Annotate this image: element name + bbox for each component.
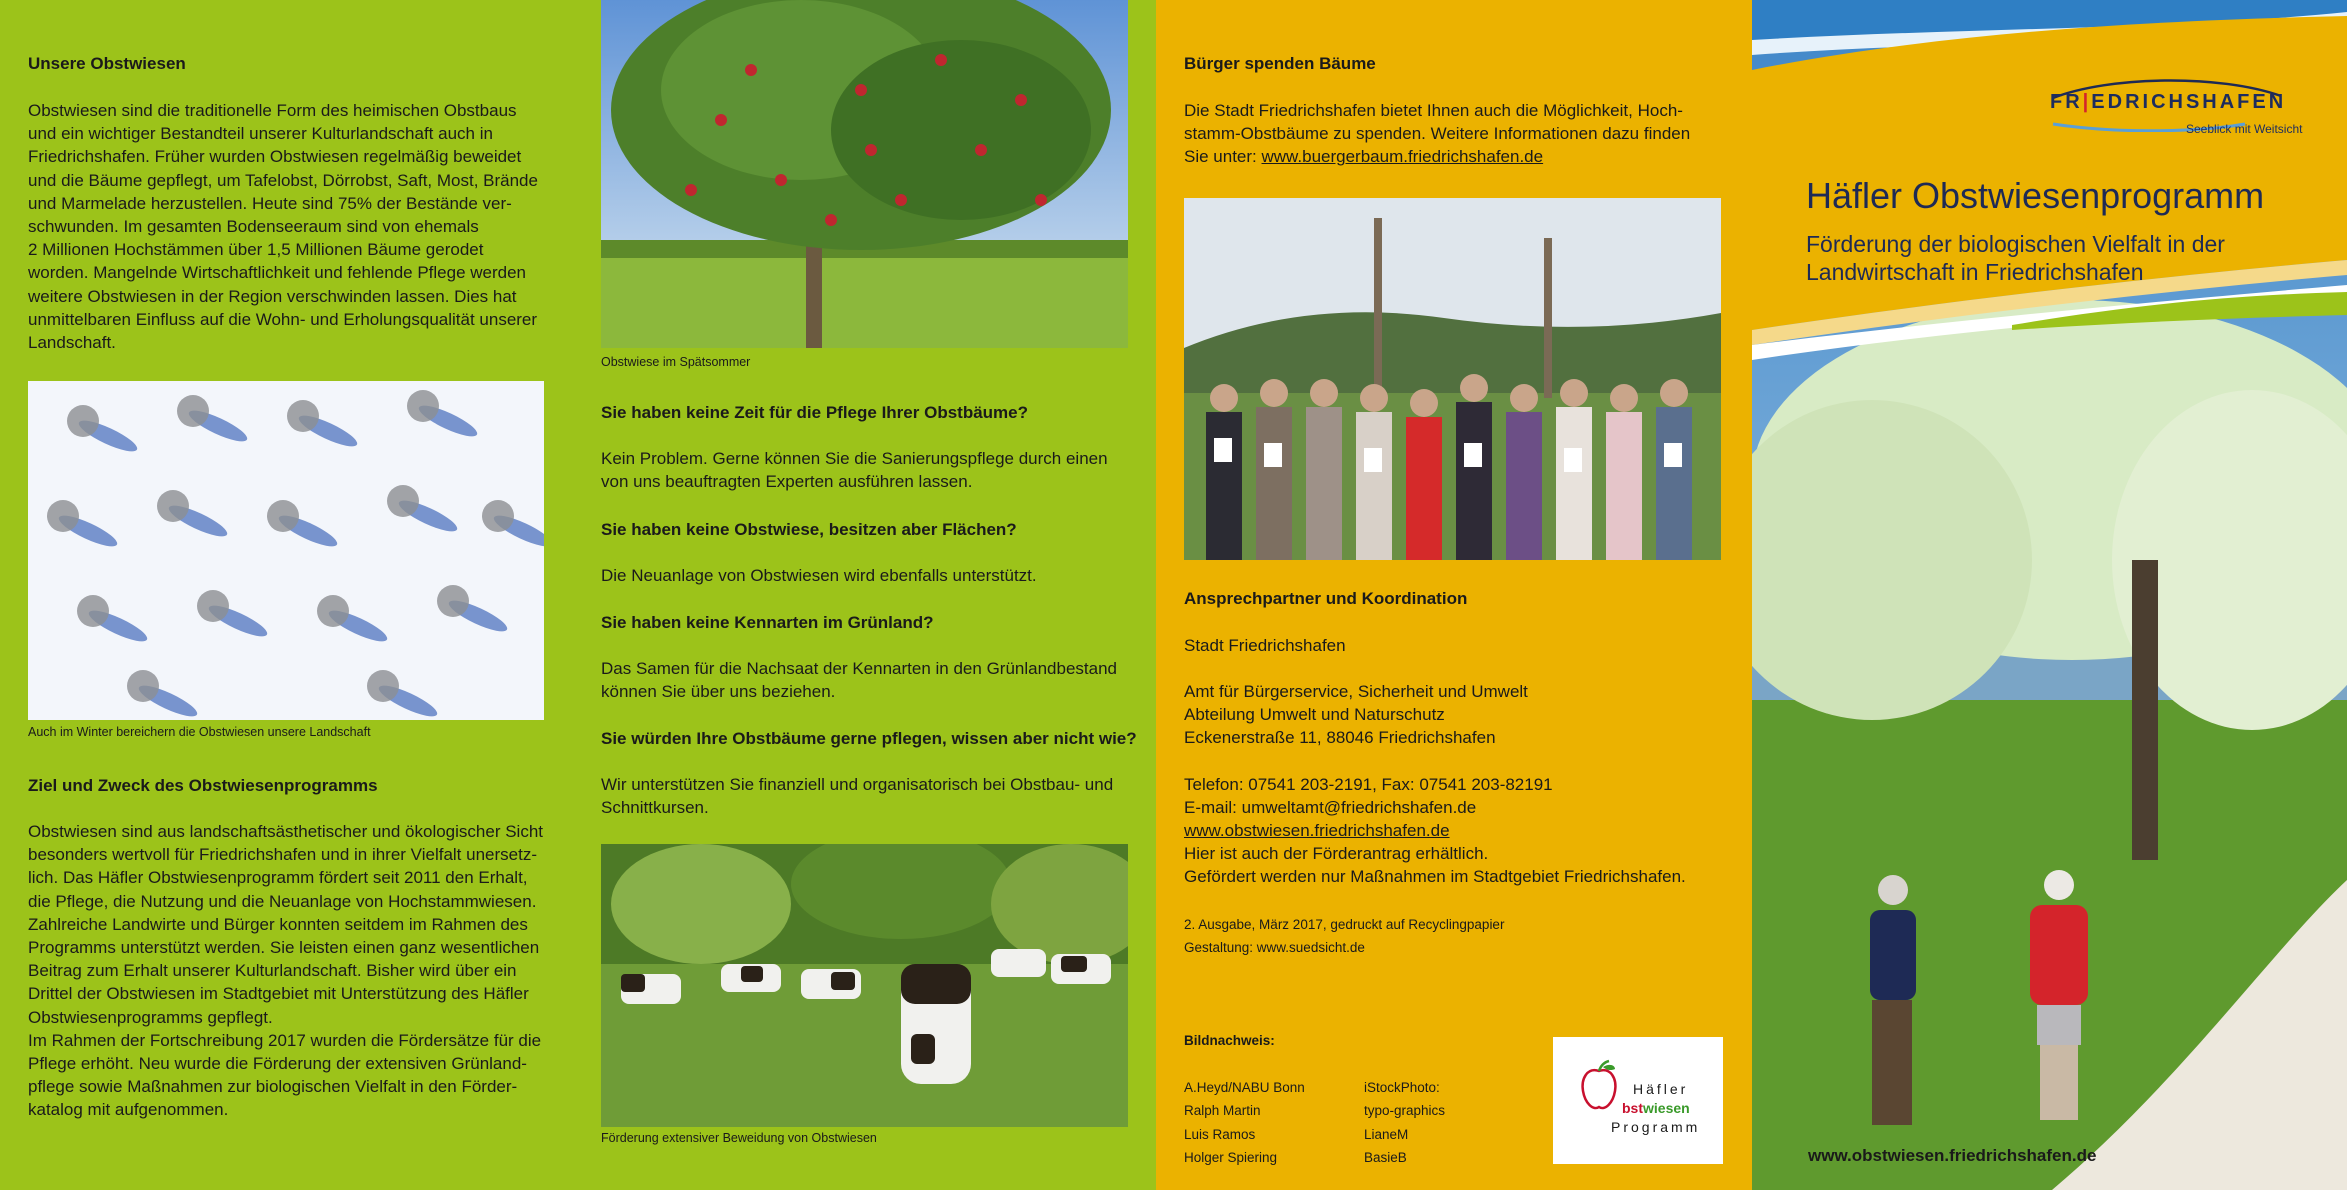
winter-orchard-photo — [28, 381, 544, 720]
panel-titelseite — [1752, 0, 2347, 1190]
city-brand-prefix: FR — [2050, 91, 2083, 113]
caption-cows: Förderung extensiver Beweidung von Obstwiesen — [601, 1131, 877, 1145]
city-tagline: Seeblick mit Weitsicht — [2186, 122, 2303, 136]
heading-buerger-spenden: Bürger spenden Bäume — [1184, 54, 1376, 73]
credits-title: Bildnachweis: — [1184, 1033, 1275, 1048]
paragraph-ziel-und-zweck: Obstwiesen sind aus landschaftsästhetischer und ökologischer Sicht besonders wertvoll für Friedrichshafen und in ihrer Vielfalt unersetz- lich. Das Häfler Obstwiesenprogramm fördert seit 2011 den Erhalt, die Pflege, die Nutzung und die Neuanlage von Hochstammwiesen. Zahlreiche Landwirte und Bürger konnten seitdem im Rahmen des Programms unterstützt werden. Sie leisten einen ganz wesentlichen Beitrag zum Erhalt unserer Kulturlandschaft. Bisher wird über ein Drittel der Obstwiesen im Stadtgebiet mit Unterstützung des Häfler Obstwiesenprogramms gepflegt. Im Rahmen der Fortschreibung 2017 wurden die Fördersätze für die Pflege erhöht. Neu wurde die Förderung der extensiven Grünland- pflege sowie Maßnahmen zur biologischen Vielfalt in den Förder- katalog mit aufgenommen. — [28, 822, 544, 1120]
programm-logo — [1553, 1037, 1723, 1164]
logo-word-programm: Programm — [1611, 1119, 1701, 1135]
heading-ziel-und-zweck: Ziel und Zweck des Obstwiesenprogramms — [28, 776, 378, 795]
caption-winter-photo: Auch im Winter bereichern die Obstwiesen unsere Landschaft — [28, 725, 371, 739]
answer-keine-obstwiese: Die Neuanlage von Obstwiesen wird ebenfalls unterstützt. — [601, 566, 1037, 585]
contact-email[interactable]: E-mail: umweltamt@friedrichshafen.de — [1184, 798, 1477, 817]
edition-info: 2. Ausgabe, März 2017, gedruckt auf Recyclingpapier Gestaltung: www.suedsicht.de — [1184, 917, 1505, 956]
answer-keine-zeit: Kein Problem. Gerne können Sie die Sanierungspflege durch einen von uns beauftragten Experten ausführen lassen. — [601, 449, 1108, 492]
caption-apple-tree: Obstwiese im Spätsommer — [601, 355, 751, 369]
city-brand-suffix: EDRICHSHAFEN — [2091, 91, 2287, 113]
question-pflegen-lernen: Sie würden Ihre Obstbäume gerne pflegen, wissen aber nicht wie? — [601, 729, 1137, 748]
question-keine-kennarten: Sie haben keine Kennarten im Grünland? — [601, 613, 934, 632]
heading-ansprechpartner: Ansprechpartner und Koordination — [1184, 589, 1468, 608]
cover-title: Häfler Obstwiesenprogramm — [1806, 175, 2265, 216]
panel-fragen — [601, 0, 1156, 1190]
paragraph-buerger-spenden-text: Die Stadt Friedrichshafen bietet Ihnen auch die Möglichkeit, Hoch- stamm-Obstbäume zu spenden. Weitere Informationen dazu finden Sie unter: — [1184, 101, 1691, 167]
answer-keine-kennarten: Das Samen für die Nachsaat der Kennarten in den Grünlandbestand können Sie über uns beziehen. — [601, 659, 1117, 702]
heading-unsere-obstwiesen: Unsere Obstwiesen — [28, 54, 186, 73]
paragraph-buerger-spenden — [1184, 99, 1744, 169]
contact-organisation: Stadt Friedrichshafen — [1184, 636, 1346, 655]
panel-kontakt — [1156, 0, 1752, 1190]
contact-phone: Telefon: 07541 203-2191, Fax: 07541 203-82191 — [1184, 775, 1553, 794]
panel-obstwiesen — [0, 0, 601, 1190]
credits-column-2: iStockPhoto: typo-graphics LianeM BasieB — [1364, 1080, 1446, 1165]
apple-tree-photo — [601, 0, 1128, 348]
question-keine-obstwiese: Sie haben keine Obstwiese, besitzen aber Flächen? — [601, 520, 1017, 539]
logo-word-haefler: Häfler — [1633, 1081, 1689, 1097]
cover-subtitle: Förderung der biologischen Vielfalt in der Landwirtschaft in Friedrichshafen — [1806, 231, 2225, 285]
logo-word-obstwiesen-prefix: bst — [1622, 1100, 1643, 1116]
group-photo — [1184, 198, 1721, 560]
contact-note: Hier ist auch der Förderantrag erhältlich. Gefördert werden nur Maßnahmen im Stadtgebiet Friedrichshafen. — [1184, 844, 1686, 887]
city-brand-name: FR|EDRICHSHAFEN — [2050, 91, 2287, 113]
paragraph-unsere-obstwiesen: Obstwiesen sind die traditionelle Form des heimischen Obstbaus und ein wichtiger Bestandteil unserer Kulturlandschaft auch in Friedrichshafen. Früher wurden Obstwiesen regelmäßig beweidet und die Bäume gepflegt, um Tafelobst, Dörrobst, Saft, Most, Brände und Marmelade herzustellen. Heute sind 75% der Bestände ver- schwunden. Im gesamten Bodenseeraum sind von ehemals 2 Millionen Hochstämmen über 1,5 Millionen Bäume gerodet worden. Mangelnde Wirtschaftlichkeit und fehlende Pflege werden weitere Obstwiesen in der Region verschwinden lassen. Dies hat unmittelbaren Einfluss auf die Wohn- und Erholungsqualität unserer Landschaft. — [28, 101, 538, 353]
cows-photo — [601, 844, 1128, 1127]
contact-address: Amt für Bürgerservice, Sicherheit und Umwelt Abteilung Umwelt und Naturschutz Eckenerstraße 11, 88046 Friedrichshafen — [1184, 682, 1528, 748]
question-keine-zeit: Sie haben keine Zeit für die Pflege Ihrer Obstbäume? — [601, 403, 1028, 422]
apple-logo-icon — [1579, 1059, 1619, 1114]
answer-pflegen-lernen: Wir unterstützen Sie finanziell und organisatorisch bei Obstbau- und Schnittkursen. — [601, 775, 1114, 818]
link-obstwiesen[interactable]: www.obstwiesen.friedrichshafen.de — [1184, 821, 1450, 840]
link-buergerbaum[interactable]: www.buergerbaum.friedrichshafen.de — [1261, 147, 1544, 167]
logo-word-obstwiesen-suffix: wiesen — [1643, 1100, 1690, 1116]
cover-website[interactable]: www.obstwiesen.friedrichshafen.de — [1808, 1146, 2097, 1165]
logo-word-obstwiesen — [1622, 1100, 1690, 1116]
credits-column-1: A.Heyd/NABU Bonn Ralph Martin Luis Ramos Holger Spiering — [1184, 1080, 1305, 1165]
